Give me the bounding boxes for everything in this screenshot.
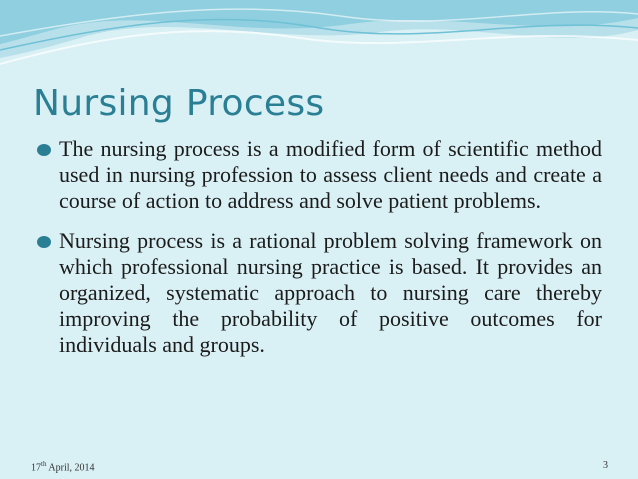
date-day: 17 [31, 462, 41, 474]
date-suffix: th [41, 460, 47, 468]
footer-date [31, 460, 95, 473]
wave-line-1 [0, 31, 638, 64]
bullet-text: The nursing process is a modified form of scientific method used in nursing profession to assess client needs and create a course of action to address and solve patient problems. [59, 136, 602, 213]
date-rest: April, 2014 [46, 462, 95, 474]
bullet-list [36, 136, 602, 372]
slide-title: Nursing Process [33, 83, 325, 124]
page-number: 3 [603, 460, 608, 471]
bullet-text: Nursing process is a rational problem solving framework on which professional nursing practice is based. It provides an organized, systematic approach to nursing care thereby improving the probability of positive outcomes for individuals and groups. [59, 228, 602, 357]
bullet-item [36, 228, 602, 358]
wave-banner-decoration [0, 0, 638, 80]
bullet-item [36, 136, 602, 214]
bullet-icon [37, 236, 51, 248]
bullet-icon [37, 144, 51, 156]
